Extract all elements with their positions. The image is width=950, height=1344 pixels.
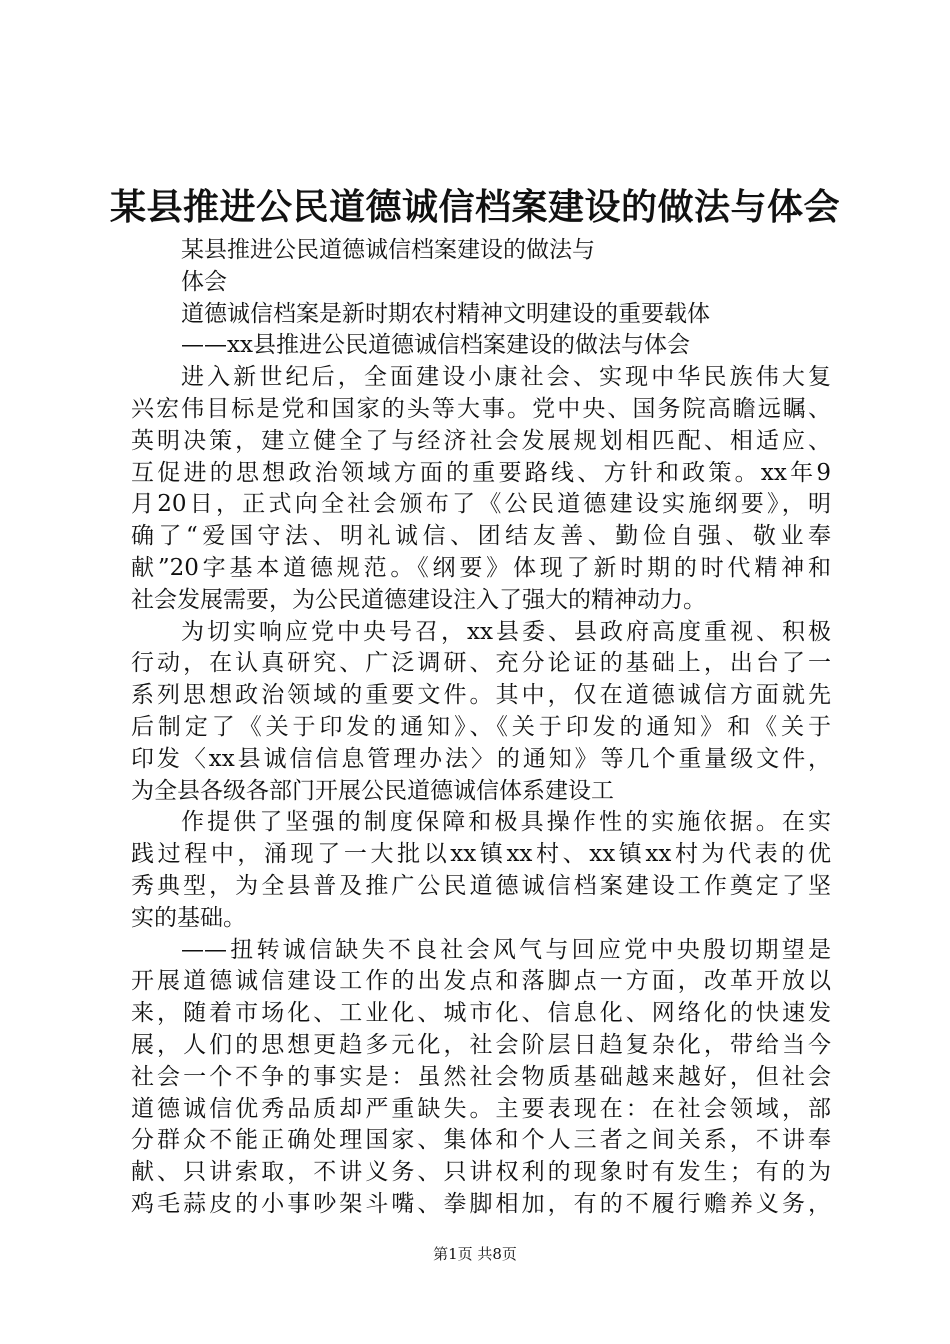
text-line: ——xx县推进公民道德诚信档案建设的做法与体会 <box>181 332 690 359</box>
text-line: 展，人们的思想更趋多元化，社会阶层日趋复杂化，带给当今 <box>131 1031 831 1058</box>
text-line: 为切实响应党中央号召，xx县委、县政府高度重视、积极 <box>181 618 831 645</box>
document-title: 某县推进公民道德诚信档案建设的做法与体会 <box>109 186 840 228</box>
text-line: 某县推进公民道德诚信档案建设的做法与 <box>181 237 595 263</box>
text-line: 英明决策，建立健全了与经济社会发展规划相匹配、相适应、 <box>131 427 831 454</box>
text-line: 道德诚信档案是新时期农村精神文明建设的重要载体 <box>181 300 710 327</box>
text-line: 社会发展需要，为公民道德建设注入了强大的精神动力。 <box>131 586 706 613</box>
text-line: 行动，在认真研究、广泛调研、充分论证的基础上，出台了一 <box>131 650 831 677</box>
text-line: 月20日，正式向全社会颁布了《公民道德建设实施纲要》，明 <box>131 491 831 518</box>
text-line: 来，随着市场化、工业化、城市化、信息化、网络化的快速发 <box>131 1000 831 1027</box>
text-line: 互促进的思想政治领域方面的重要路线、方针和政策。xx年9 <box>131 459 831 486</box>
page-footer: 第1页 共8页 <box>433 1245 517 1263</box>
text-line: 道德诚信优秀品质却严重缺失。主要表现在：在社会领域，部 <box>131 1095 831 1122</box>
text-line: 秀典型，为全县普及推广公民道德诚信档案建设工作奠定了坚 <box>131 872 831 899</box>
text-line: 印发〈xx县诚信信息管理办法〉的通知》等几个重量级文件， <box>131 745 831 772</box>
text-line: 献”20字基本道德规范。《纲要》体现了新时期的时代精神和 <box>131 554 831 581</box>
text-line: 实的基础。 <box>131 904 246 931</box>
text-line: 确了“爱国守法、明礼诚信、团结友善、勤俭自强、敬业奉 <box>131 523 831 550</box>
text-line: 后制定了《关于印发的通知》、《关于印发的通知》和《关于 <box>131 713 831 740</box>
text-line: ——扭转诚信缺失不良社会风气与回应党中央殷切期望是 <box>181 936 831 963</box>
text-line: 系列思想政治领域的重要文件。其中，仅在道德诚信方面就先 <box>131 682 831 709</box>
text-line: 体会 <box>181 268 227 295</box>
text-line: 作提供了坚强的制度保障和极具操作性的实施依据。在实 <box>181 809 831 836</box>
text-line: 践过程中，涌现了一大批以xx镇xx村、xx镇xx村为代表的优 <box>131 841 831 868</box>
text-line: 开展道德诚信建设工作的出发点和落脚点一方面，改革开放以 <box>131 968 831 995</box>
text-line: 进入新世纪后，全面建设小康社会、实现中华民族伟大复 <box>181 364 831 391</box>
text-line: 兴宏伟目标是党和国家的头等大事。党中央、国务院高瞻远瞩、 <box>131 395 831 422</box>
text-line: 分群众不能正确处理国家、集体和个人三者之间关系，不讲奉 <box>131 1127 831 1154</box>
text-line: 社会一个不争的事实是：虽然社会物质基础越来越好，但社会 <box>131 1063 831 1090</box>
text-line: 献、只讲索取，不讲义务、只讲权利的现象时有发生；有的为 <box>131 1159 831 1186</box>
text-line: 为全县各级各部门开展公民道德诚信体系建设工 <box>131 777 614 804</box>
text-line: 鸡毛蒜皮的小事吵架斗嘴、拳脚相加，有的不履行赡养义务， <box>131 1190 831 1217</box>
document-body <box>131 235 831 1221</box>
